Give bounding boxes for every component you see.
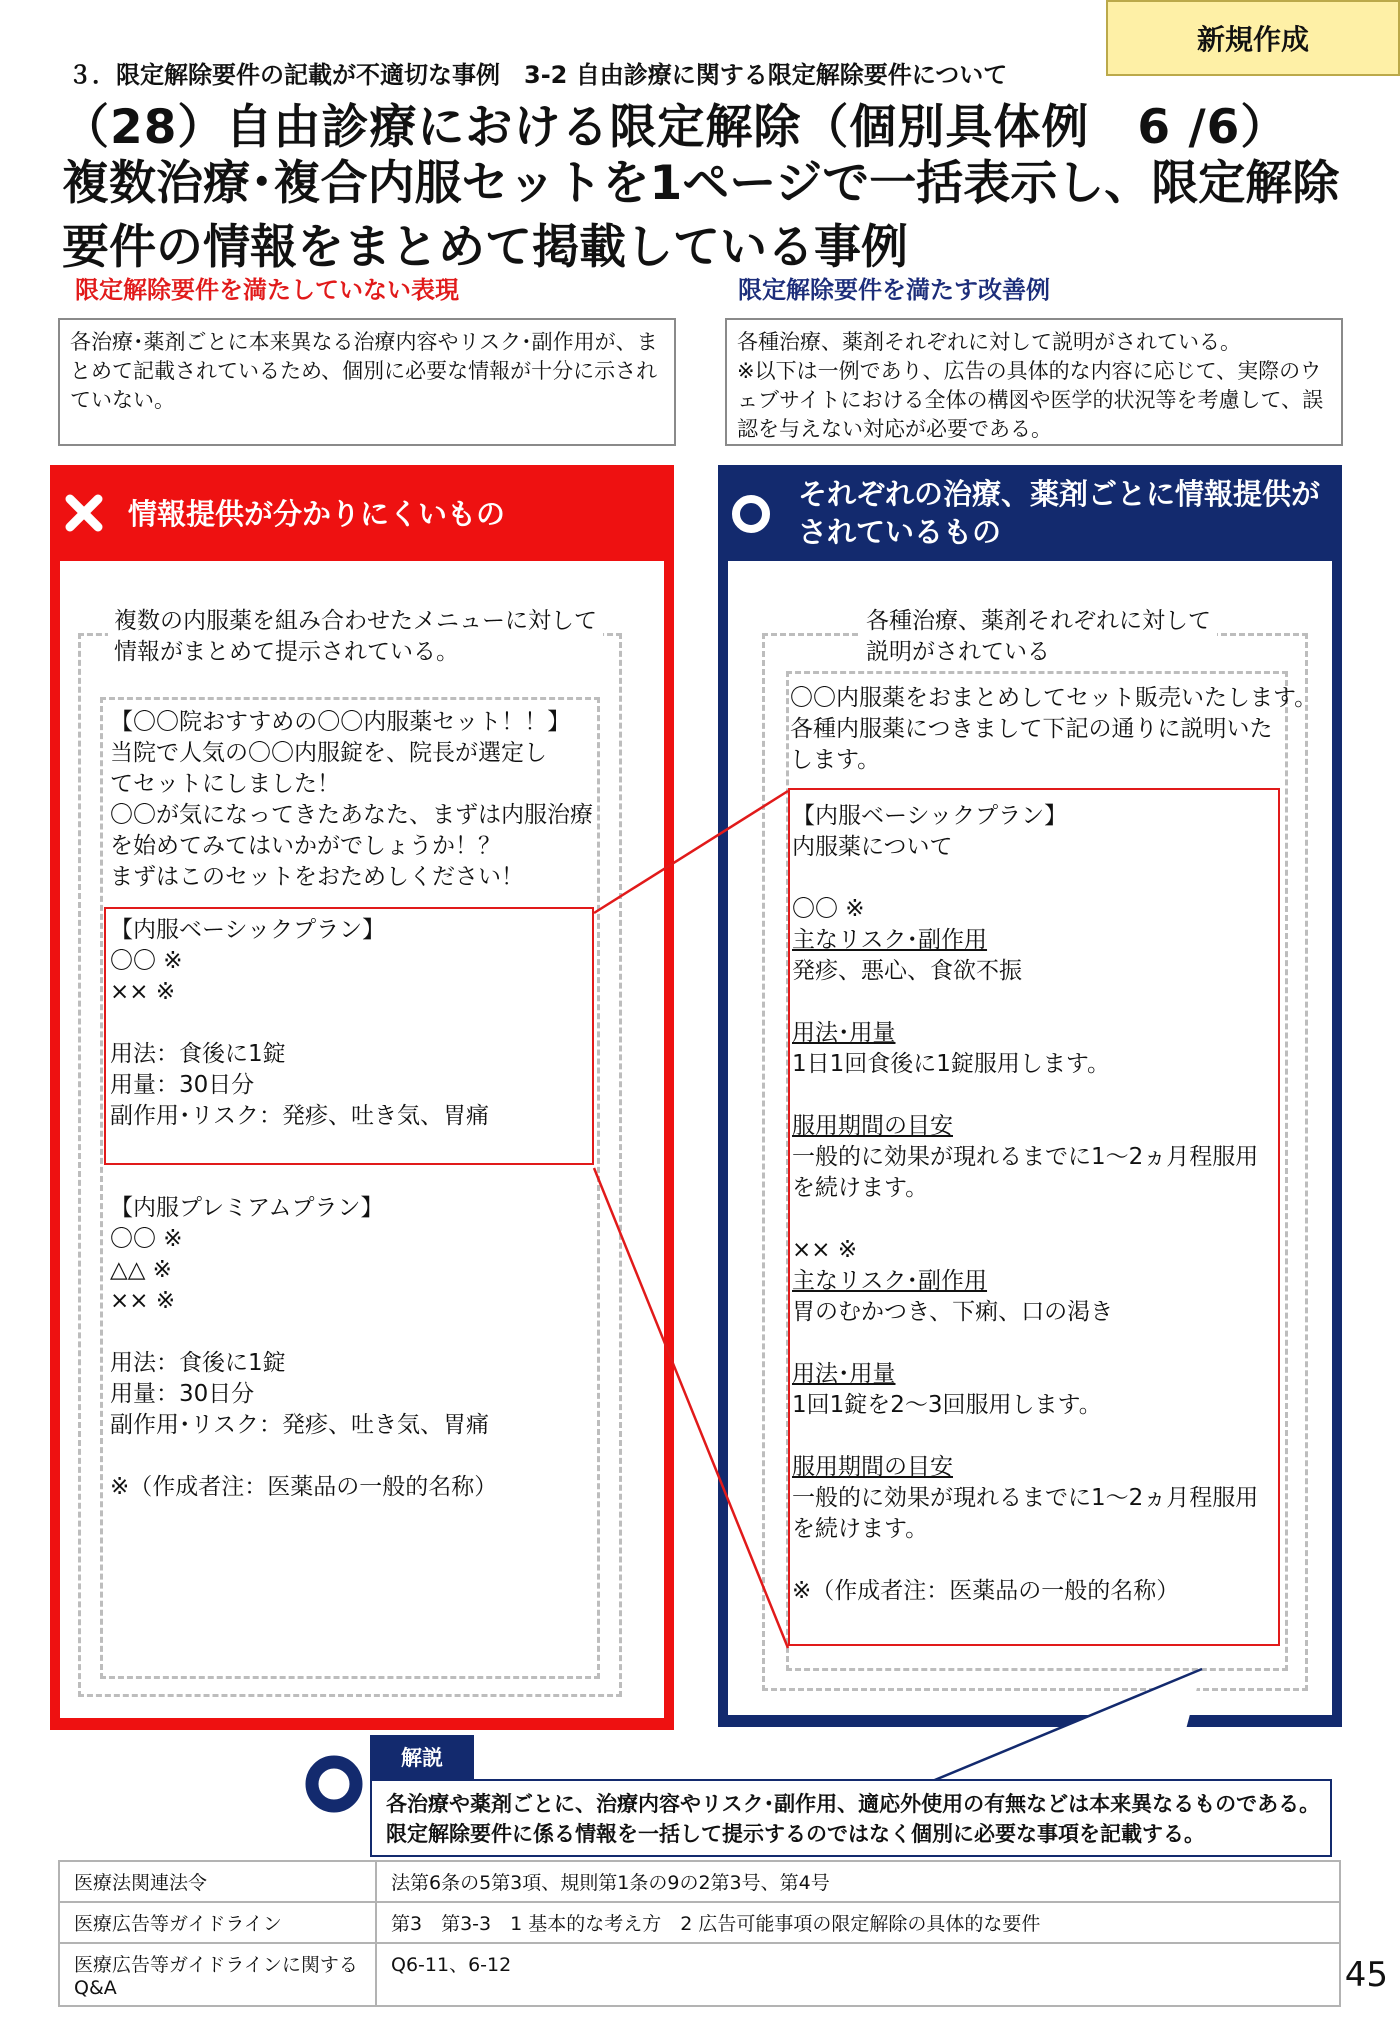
- table-row: [59, 1943, 1340, 2006]
- good-example-label: 限定解除要件を満たす改善例: [738, 276, 1050, 304]
- reference-value: 法第6条の5第3項、規則第1条の9の2第3号、第4号: [376, 1861, 1340, 1902]
- callout-pointer: [930, 1669, 1202, 1782]
- good-drug2-period: 一般的に効果が現れるまでに1～2ヵ月程服用 を続けます。: [792, 1485, 1259, 1542]
- section-heading: ３．限定解除要件の記載が不適切な事例 3-2 自由診療に関する限定解除要件について: [68, 61, 1008, 89]
- good-drug1-usage-label: 用法･用量: [792, 1020, 896, 1046]
- bad-ad-intro: 【〇〇院おすすめの〇〇内服薬セット！！】 当院で人気の〇〇内服錠を、院長が選定し てセットにしました！ 〇〇が気になってきたあなた、まずは内服治療 を始めてみてはいかがでしょうか！？ まずはこのセットをおためしください！: [110, 709, 593, 890]
- good-drug2-name: ×× ※: [792, 1237, 858, 1263]
- reference-table: [58, 1860, 1341, 2007]
- bad-panel-caption: 複数の内服薬を組み合わせたメニューに対して 情報がまとめて提示されている。: [108, 606, 603, 668]
- good-drug1-period-label: 服用期間の目安: [792, 1113, 953, 1139]
- good-description-note: ※以下は一例であり、広告の具体的な内容に応じて、実際のウェブサイトにおける全体の構図や医学的状況等を考慮して、誤認を与えない対応が必要である。: [737, 359, 1324, 441]
- good-drug1-period: 一般的に効果が現れるまでに1～2ヵ月程服用 を続けます。: [792, 1144, 1259, 1201]
- table-row: [59, 1861, 1340, 1902]
- good-generic-name-note: ※（作成者注：医薬品の一般的名称）: [792, 1578, 1180, 1604]
- page-title: （28）自由診療における限定解除（個別具体例 6 /6）: [62, 100, 1289, 155]
- connector-bottom-line: [594, 1168, 788, 1648]
- good-drug2-usage-label: 用法･用量: [792, 1361, 896, 1387]
- explanation-label: 解説: [370, 1735, 474, 1779]
- page-subtitle: 複数治療･複合内服セットを1ページで一括表示し、限定解除要件の情報をまとめて掲載している事例: [62, 156, 1340, 275]
- good-drug1-name: 〇〇 ※: [792, 896, 865, 922]
- reference-value: 第3 第3-3 1 基本的な考え方 2 広告可能事項の限定解除の具体的な要件: [376, 1902, 1340, 1943]
- good-panel-heading: それぞれの治療、薬剤ごとに情報提供がされているもの: [798, 477, 1321, 549]
- bad-example-label: 限定解除要件を満たしていない表現: [75, 276, 459, 304]
- page-number: 45: [1344, 1955, 1388, 1995]
- good-drug1-risk-label: 主なリスク･副作用: [792, 927, 988, 953]
- good-drug1-usage: 1日1回食後に1錠服用します。: [792, 1051, 1111, 1077]
- connector-top-line: [594, 791, 788, 913]
- bad-basic-plan: 【内服ベーシックプラン】 〇〇 ※ ×× ※ 用法：食後に1錠 用量：30日分 副作用･リスク：発疹、吐き気、胃痛: [110, 917, 490, 1129]
- bad-example-description: 各治療･薬剤ごとに本来異なる治療内容やリスク･副作用が、まとめて記載されているため、個別に必要な情報が十分に示されていない。: [58, 318, 676, 446]
- explanation-box: [370, 1779, 1332, 1857]
- bad-premium-plan: 【内服プレミアムプラン】 〇〇 ※ △△ ※ ×× ※ 用法：食後に1錠 用量：30日分 副作用･リスク：発疹、吐き気、胃痛 ※（作成者注：医薬品の一般的名称）: [110, 1195, 498, 1500]
- good-plan-title: 【内服ベーシックプラン】: [792, 803, 1068, 829]
- good-drug1-risk: 発疹、悪心、食欲不振: [792, 958, 1022, 984]
- good-drug2-period-label: 服用期間の目安: [792, 1454, 953, 1480]
- good-drug2-risk: 胃のむかつき、下痢、口の渇き: [792, 1299, 1114, 1325]
- good-drug2-usage: 1回1錠を2～3回服用します。: [792, 1392, 1102, 1418]
- explanation-circle-icon: [302, 1752, 366, 1816]
- good-panel-caption: 各種治療、薬剤それぞれに対して 説明がされている: [860, 606, 1217, 668]
- good-drug2-risk-label: 主なリスク･副作用: [792, 1268, 988, 1294]
- reference-value: Q6-11、6-12: [376, 1943, 1340, 2006]
- good-plan-subtitle: 内服薬について: [792, 834, 953, 860]
- bad-panel-heading: 情報提供が分かりにくいもの: [128, 497, 506, 531]
- new-creation-badge: 新規作成: [1106, 0, 1400, 76]
- reference-key: 医療法関連法令: [59, 1861, 376, 1902]
- table-row: [59, 1902, 1340, 1943]
- reference-key: 医療広告等ガイドライン: [59, 1902, 376, 1943]
- reference-key: 医療広告等ガイドラインに関する Q&A: [59, 1943, 376, 2006]
- good-ad-intro: 〇〇内服薬をおまとめしてセット販売いたします。 各種内服薬につきまして下記の通りに説明いた します。: [790, 685, 1318, 773]
- explanation-text: 各治療や薬剤ごとに、治療内容やリスク･副作用、適応外使用の有無などは本来異なるものである。 限定解除要件に係る情報を一括して提示するのではなく個別に必要な事項を記載する。: [386, 1792, 1321, 1846]
- good-description-main: 各種治療、薬剤それぞれに対して説明がされている。: [737, 330, 1241, 354]
